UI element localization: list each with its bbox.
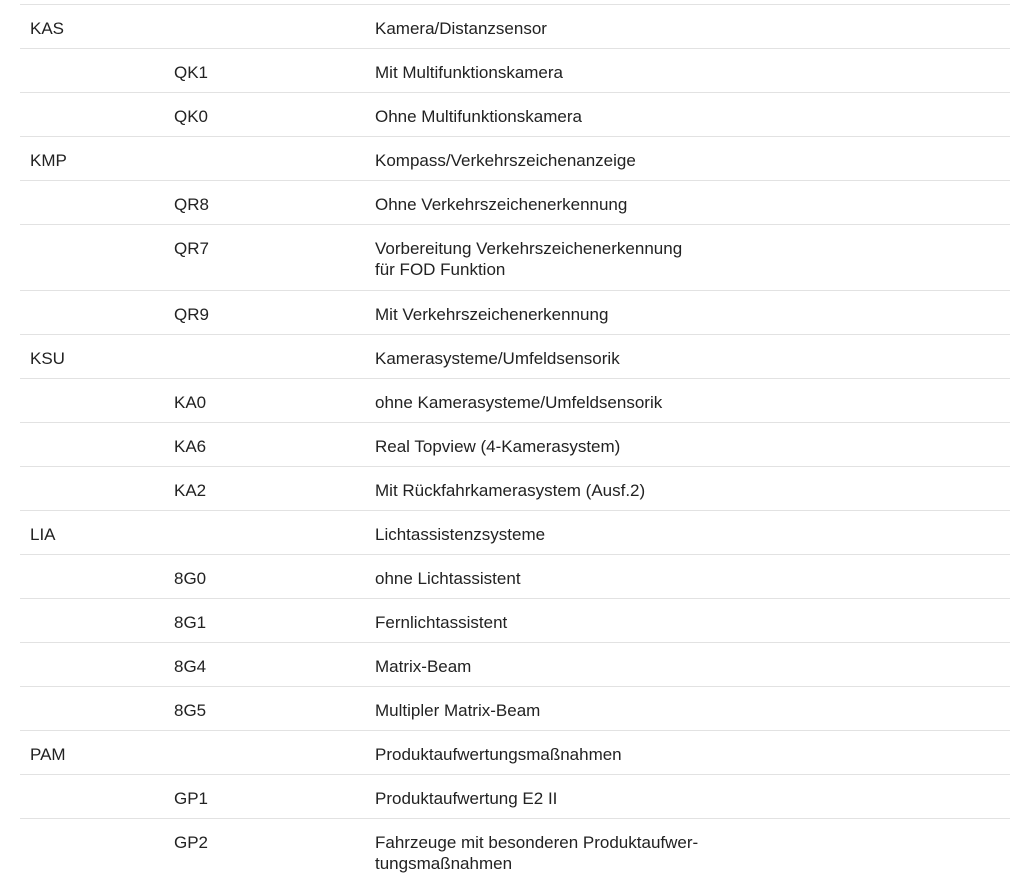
option-code: QK0 (174, 107, 209, 126)
description: Produktaufwertungsmaßnahmen (375, 745, 622, 764)
description: Produktaufwertung E2 II (375, 789, 558, 808)
description: Vorbereitung Verkehrszeichenerkennung für FOD Funktion (375, 239, 683, 279)
option-code: GP1 (174, 789, 209, 808)
table-row (20, 137, 1010, 181)
table-row (20, 49, 1010, 93)
description: Mit Rückfahrkamerasystem (Ausf.2) (375, 481, 646, 500)
table-row (20, 181, 1010, 225)
option-code: 8G4 (174, 657, 207, 676)
table-row (20, 5, 1010, 49)
table-row (20, 511, 1010, 555)
description: Mit Verkehrszeichenerkennung (375, 305, 609, 324)
option-code: 8G5 (174, 701, 207, 720)
description: Matrix-Beam (375, 657, 472, 676)
description: Kamera/Distanzsensor (375, 19, 547, 38)
group-code: LIA (30, 525, 56, 544)
table-row (20, 687, 1010, 731)
description: ohne Kamerasysteme/Umfeldsensorik (375, 393, 663, 412)
table-row (20, 731, 1010, 775)
description: Kompass/Verkehrszeichenanzeige (375, 151, 636, 170)
option-code: 8G0 (174, 569, 207, 588)
group-code: PAM (30, 745, 66, 764)
option-code: QR9 (174, 305, 209, 324)
option-code: GP2 (174, 833, 209, 852)
description: Kamerasysteme/Umfeldsensorik (375, 349, 620, 368)
description: Real Topview (4-Kamerasystem) (375, 437, 621, 456)
description: Fahrzeuge mit besonderen Produktaufwer- tungsmaßnahmen (375, 833, 699, 873)
option-code: QR7 (174, 239, 209, 258)
description: Ohne Verkehrszeichenerkennung (375, 195, 628, 214)
description: Mit Multifunktionskamera (375, 63, 564, 82)
group-code: KAS (30, 19, 65, 38)
option-code: KA6 (174, 437, 207, 456)
table-row (20, 555, 1010, 599)
option-code: QK1 (174, 63, 209, 82)
description: Fernlichtassistent (375, 613, 508, 632)
table-row (20, 467, 1010, 511)
table-row (20, 775, 1010, 819)
table-row (20, 599, 1010, 643)
table-row (20, 379, 1010, 423)
table-row (20, 819, 1010, 885)
description: Lichtassistenzsysteme (375, 525, 546, 544)
option-code: 8G1 (174, 613, 207, 632)
table-row (20, 291, 1010, 335)
table-row (20, 225, 1010, 291)
option-code: KA2 (174, 481, 207, 500)
description: Multipler Matrix-Beam (375, 701, 541, 720)
table-row (20, 643, 1010, 687)
option-table (20, 4, 1010, 885)
group-code: KSU (30, 349, 65, 368)
table-row (20, 93, 1010, 137)
option-code: QR8 (174, 195, 209, 214)
description: ohne Lichtassistent (375, 569, 521, 588)
option-code: KA0 (174, 393, 207, 412)
group-code: KMP (30, 151, 67, 170)
table-row (20, 335, 1010, 379)
table-row (20, 423, 1010, 467)
description: Ohne Multifunktionskamera (375, 107, 582, 126)
